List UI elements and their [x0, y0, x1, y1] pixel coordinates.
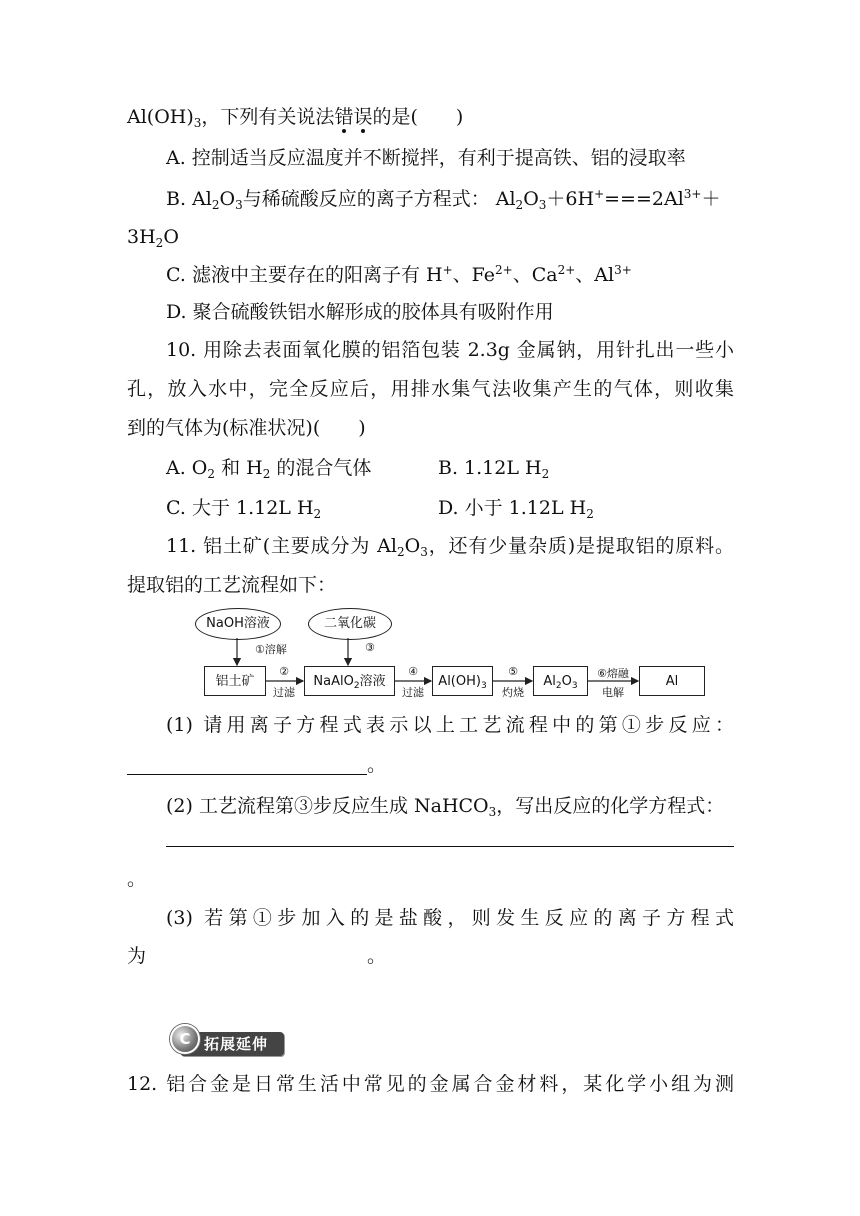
step-4-bottom: 过滤 [402, 686, 424, 699]
q9-stem-tail: $Al(OH)_3$，下列有关说法错误的是( ) [127, 106, 464, 130]
step-1-label: ①溶解 [255, 643, 287, 656]
step-4-top: ④ [408, 665, 418, 678]
q10-stem-line3: 到的气体为(标准状况)( ) [127, 417, 366, 439]
q11-part1-answer: 。 [127, 752, 386, 778]
q9-option-c: C. 滤液中主要存在的阳离子有 H+、$Fe^{2+}$、$Ca^{2+}$、$Al^{3+}$ [166, 263, 632, 286]
node-aloh3: $Al(OH)_3$ [432, 666, 493, 696]
step-5-top: ⑤ [508, 665, 518, 678]
q10-stem-line2: 孔，放入水中，完全反应后，用排水集气法收集产生的气体，则收集 [127, 378, 734, 400]
emphasis-char: 误 [353, 106, 373, 128]
q11-part3-line2: 为 。 [127, 945, 387, 967]
q10-option-a: A. $O_2$ 和 $H_2$ 的混合气体 [166, 457, 372, 481]
q10-option-d: D. 小于 1.12L $H_2$ [438, 497, 594, 521]
q11-part1: (1) 请用离子方程式表示以上工艺流程中的第①步反应： [166, 714, 734, 736]
answer-blank-2[interactable] [166, 846, 734, 847]
process-flow-diagram [195, 608, 715, 703]
node-naalo2: NaAlO$_2$溶液 [304, 666, 395, 696]
q10-option-b: B. 1.12L $H_2$ [438, 457, 550, 481]
q11-stem-line1: 11. 铝土矿(主要成分为 $Al_2O_3$，还有少量杂质)是提取铝的原料。 [166, 535, 734, 559]
step-2-bottom: 过滤 [273, 686, 295, 699]
q11-part2: (2) 工艺流程第③步反应生成 NaHCO$_3$，写出反应的化学方程式： [166, 795, 725, 819]
section-badge [170, 1024, 288, 1060]
step-2-top: ② [279, 665, 289, 678]
step-3-label: ③ [365, 641, 375, 654]
section-badge-label: 拓展延伸 [180, 1032, 284, 1056]
reagent-naoh: NaOH溶液 [195, 608, 281, 640]
node-al: Al [639, 666, 705, 696]
q11-part3: (3) 若第①步加入的是盐酸，则发生反应的离子方程式 [166, 907, 734, 929]
q12-stem-line1: 12. 铝合金是日常生活中常见的金属合金材料，某化学小组为测 [127, 1073, 734, 1095]
q10-stem-line1: 10. 用除去表面氧化膜的铝箔包装 2.3g 金属钠，用针扎出一些小 [166, 339, 734, 361]
q9-option-b: B. $Al_2O_3$与稀硫酸反应的离子方程式： $Al_2O_3+6H^+===2Al^{3+}+$ [166, 187, 721, 212]
step-5-bottom: 灼烧 [502, 686, 524, 699]
step-6-bottom: 电解 [602, 686, 624, 699]
section-c-icon: C [170, 1024, 200, 1054]
node-bauxite: 铝土矿 [204, 666, 266, 696]
answer-blank-1[interactable] [127, 754, 367, 775]
emphasis-char: 错 [334, 106, 354, 128]
q9-option-b-cont: $3H_2O$ [127, 226, 179, 250]
node-al2o3: $Al_2O_3$ [533, 666, 588, 696]
reagent-co2: 二氧化碳 [308, 608, 392, 640]
step-6-top: ⑥熔融 [597, 667, 629, 680]
q11-part2-end: 。 [127, 868, 147, 890]
q9-option-d: D. 聚合硫酸铁铝水解形成的胶体具有吸附作用 [166, 301, 554, 323]
q10-option-c: C. 大于 1.12L $H_2$ [166, 497, 322, 521]
q11-stem-line2: 提取铝的工艺流程如下： [127, 574, 337, 596]
q9-option-a: A. 控制适当反应温度并不断搅拌，有利于提高铁、铝的浸取率 [166, 147, 686, 169]
